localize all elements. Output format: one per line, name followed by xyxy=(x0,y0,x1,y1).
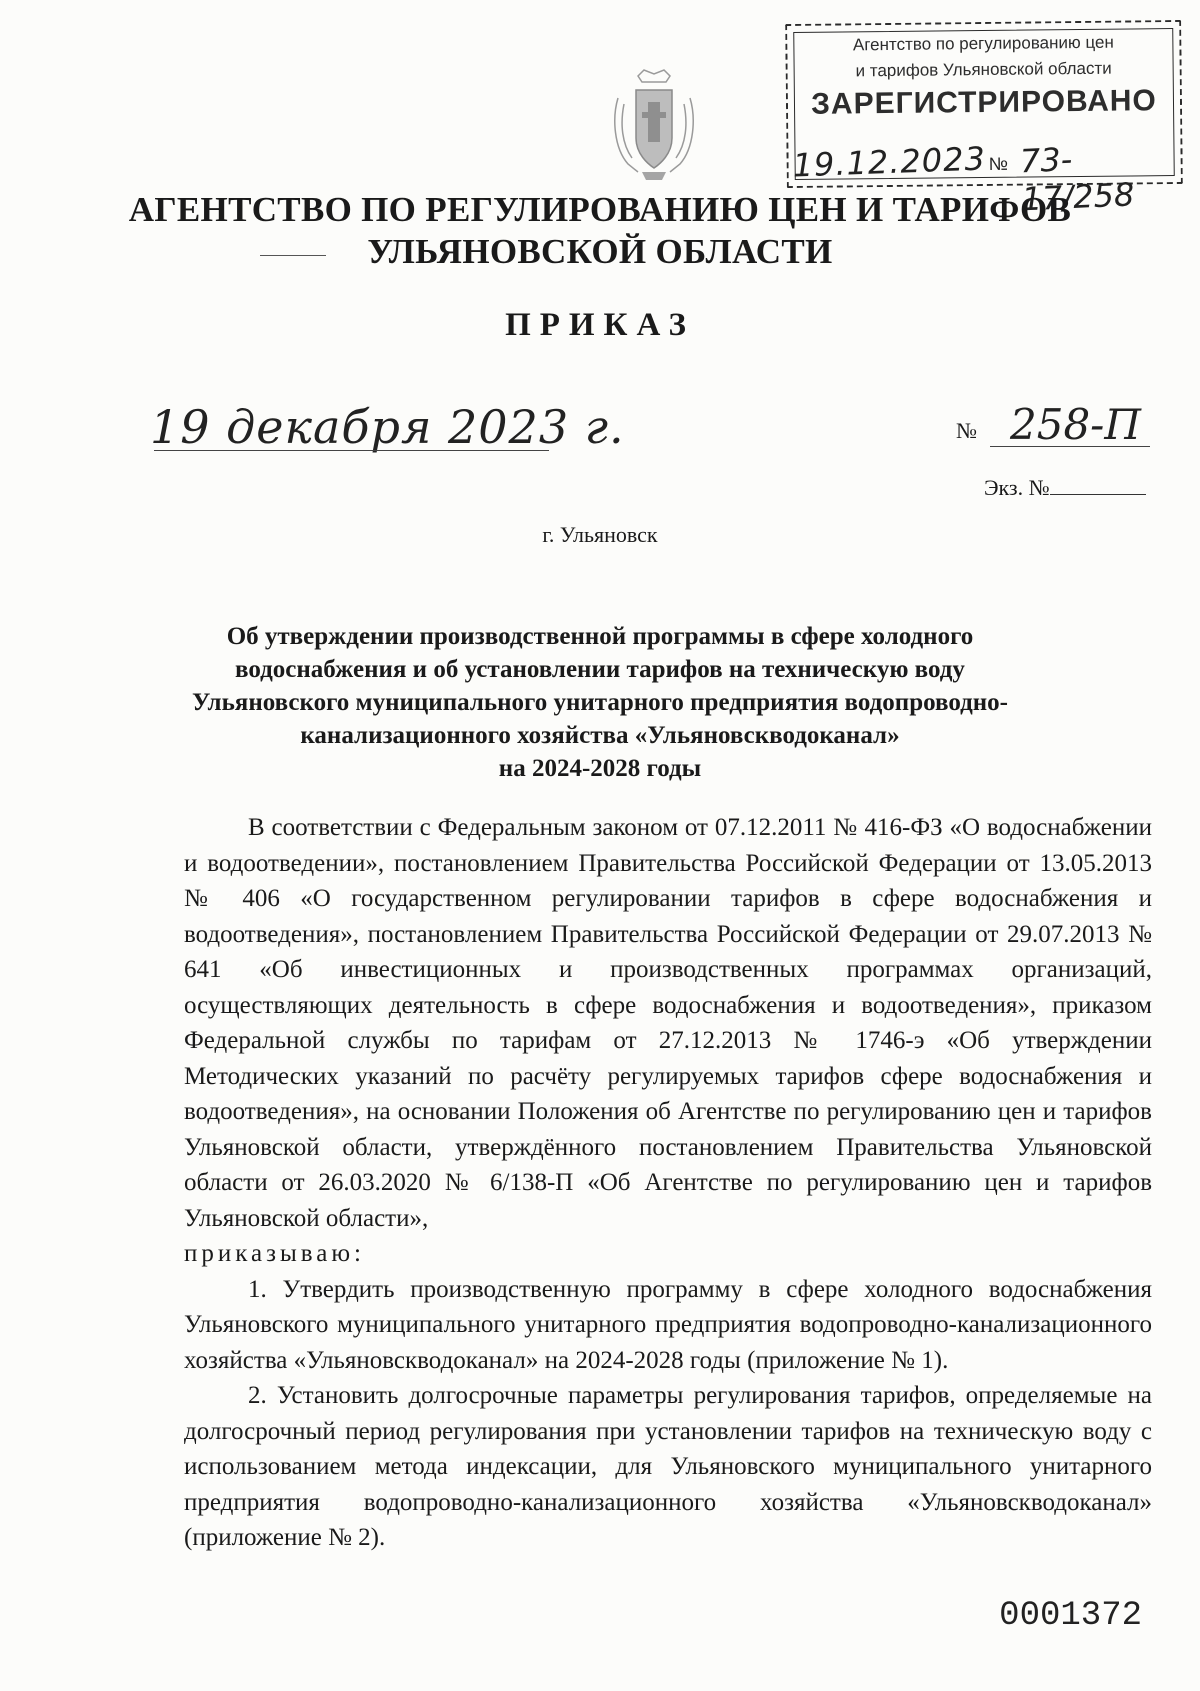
subject-line: Ульяновского муниципального унитарного предприятия водопроводно- xyxy=(192,689,1008,716)
copy-number-label: Экз. № xyxy=(984,475,1050,500)
stamp-handwritten-number: 73-17/258 xyxy=(1019,140,1136,219)
date-underline xyxy=(154,450,549,451)
agency-name-line-2: УЛЬЯНОВСКОЙ ОБЛАСТИ xyxy=(367,232,833,271)
agency-name-line-1: АГЕНТСТВО ПО РЕГУЛИРОВАНИЮ ЦЕН И ТАРИФОВ xyxy=(128,190,1072,229)
order-number-label: № xyxy=(956,418,977,443)
subject-line: Об утверждении производственной программы в сфере холодного xyxy=(226,623,974,650)
subject-line: канализационного хозяйства «Ульяновскводоканал» xyxy=(300,722,900,749)
preamble-paragraph: В соответствии с Федеральным законом от 07.12.2011 № 416-ФЗ «О водоснабжении и водоотведении», постановлением Правительства Российской Федерации от 13.05.2013 № 406 «О государственном регулировании тарифов в сфере водоснабжения и водоотведения», постановлением Правительства Российской Федерации от 29.07.2013 № 641 «Об инвестиционных и производственных программах организаций, осуществляющих деятельность в сфере водоснабжения и водоотведения», приказом Федеральной службы по тарифам от 27.12.2013 № 1746-э «Об утверждении Методических указаний по расчёту регулируемых тарифов сфере водоснабжения и водоотведения», на основании Положения об Агентстве по регулированию цен и тарифов Ульяновской области, утверждённого постановлением Правительства Ульяновской области от 26.03.2020 № 6/138-П «Об Агентстве по регулированию цен и тарифов Ульяновской области», xyxy=(184,814,1152,1232)
order-body xyxy=(184,810,1152,1556)
copy-number-blank xyxy=(1050,476,1146,495)
subject-line: на 2024-2028 годы xyxy=(498,755,702,782)
header-dash xyxy=(260,255,326,256)
order-number: 258-П xyxy=(1010,400,1141,449)
order-word: приказываю: xyxy=(184,1240,365,1267)
document-serial-number: 0001372 xyxy=(999,1597,1142,1635)
order-subject xyxy=(150,620,1050,785)
stamp-handwritten-date: 19.12.2023 xyxy=(791,139,987,185)
order-item-1: 1. Утвердить производственную программу в сфере холодного водоснабжения Ульяновского муниципального унитарного предприятия водопроводно-канализационного хозяйства «Ульяновскводоканал» на 2024-2028 годы (приложение № 1). xyxy=(184,1275,1152,1374)
order-item-2: 2. Установить долгосрочные параметры регулирования тарифов, определяемые на долгосрочный период регулирования при установлении тарифов на техническую воду с использованием метода индексации, для Ульяновского муниципального унитарного предприятия водопроводно-канализационного хозяйства «Ульяновскводоканал» (приложение № 2). xyxy=(184,1382,1152,1551)
document-type: ПРИКАЗ xyxy=(505,307,695,343)
stamp-status: ЗАРЕГИСТРИРОВАНО xyxy=(810,84,1157,121)
city: г. Ульяновск xyxy=(542,522,658,547)
coat-of-arms-icon xyxy=(608,68,700,184)
stamp-number-label: № xyxy=(988,153,1009,174)
stamp-org-line-2: и тарифов Ульяновской области xyxy=(855,58,1112,81)
registration-stamp xyxy=(785,20,1183,219)
subject-line: водоснабжения и об установлении тарифов на техническую воду xyxy=(235,656,965,683)
copy-number-line xyxy=(984,475,1146,501)
stamp-org-line-1: Агентство по регулированию цен xyxy=(852,32,1114,55)
number-underline xyxy=(990,446,1150,447)
order-date: 19 декабря 2023 г. xyxy=(150,400,625,454)
